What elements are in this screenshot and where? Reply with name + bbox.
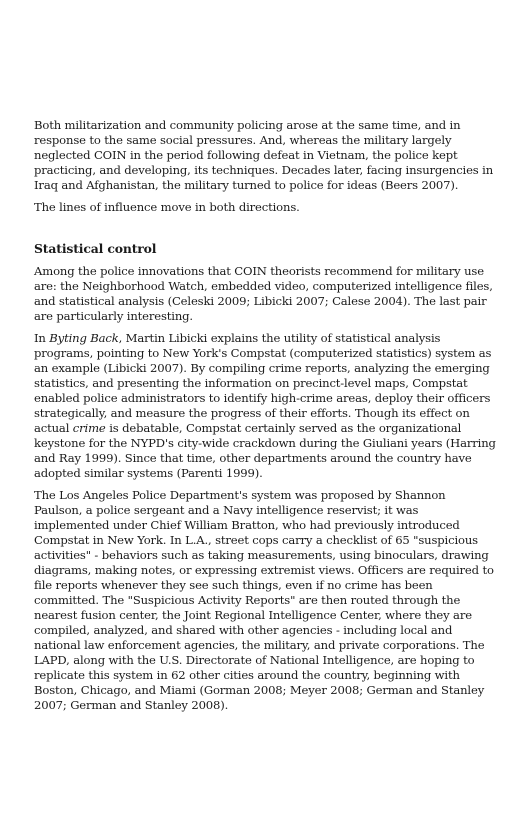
paragraph-police-innovations: Among the police innovations that COIN theorists recommend for military use are: the Neighborhood Watch, embedded video, computerized intelligence files, and statistical analysis (Celeski 2009; Libicki 2007; Calese 2004). The last pair are particularly interesting. [34,264,493,323]
paragraph-byting-back [34,331,496,481]
paragraph-militarization: Both militarization and community policing arose at the same time, and in response to the same social pressures. And, whereas the military largely neglected COIN in the period following defeat in Vietnam, the police kept practicing, and developing, its techniques. Decades later, facing insurgencies in Iraq and Afghanistan, the military turned to police for ideas (Beers 2007). [34,118,494,192]
document-page [34,118,496,720]
section-spacer [34,222,496,241]
book-title-byting-back: Byting Back [49,331,119,345]
paragraph-lines-of-influence: The lines of influence move in both directions. [34,200,300,214]
section-heading-statistical-control: Statistical control [34,241,157,256]
paragraph-byting-back-text-2: , Martin Libicki explains the utility of statistical analysis programs, pointing to New York's Compstat (computerized statistics) system as an example (Libicki 2007). By compiling crime reports, analyzing the emerging statistics, and presenting the information on precinct-level maps, Compstat enabled police administrators to identify high-crime areas, deploy their officers strategically, and measure the progress of their efforts. Though its effect on actual [34,331,492,435]
paragraph-byting-back-text-1: In [34,331,50,345]
emphasis-crime: crime [72,421,106,435]
paragraph-byting-back-text-3: is debatable, Compstat certainly served as the organizational keystone for the NYPD's city-wide crackdown during the Giuliani years (Harring and Ray 1999). Since that time, other departments around the country have adopted similar systems (Parenti 1999). [34,421,496,480]
paragraph-lapd-system: The Los Angeles Police Department's system was proposed by Shannon Paulson, a police sergeant and a Navy intelligence reservist; it was implemented under Chief William Bratton, who had previously introduced Compstat in New York. In L.A., street cops carry a checklist of 65 "suspicious activities" - behaviors such as taking measurements, using binoculars, drawing diagrams, making notes, or expressing extremist views. Officers are required to file reports whenever they see such things, even if no crime has been committed. The "Suspicious Activity Reports" are then routed through the nearest fusion center, the Joint Regional Intelligence Center, where they are compiled, analyzed, and shared with other agencies - including local and national law enforcement agencies, the military, and private corporations. The LAPD, along with the U.S. Directorate of National Intelligence, are hoping to replicate this system in 62 other cities around the country, beginning with Boston, Chicago, and Miami (Gorman 2008; Meyer 2008; German and Stanley 2007; German and Stanley 2008). [34,488,494,712]
